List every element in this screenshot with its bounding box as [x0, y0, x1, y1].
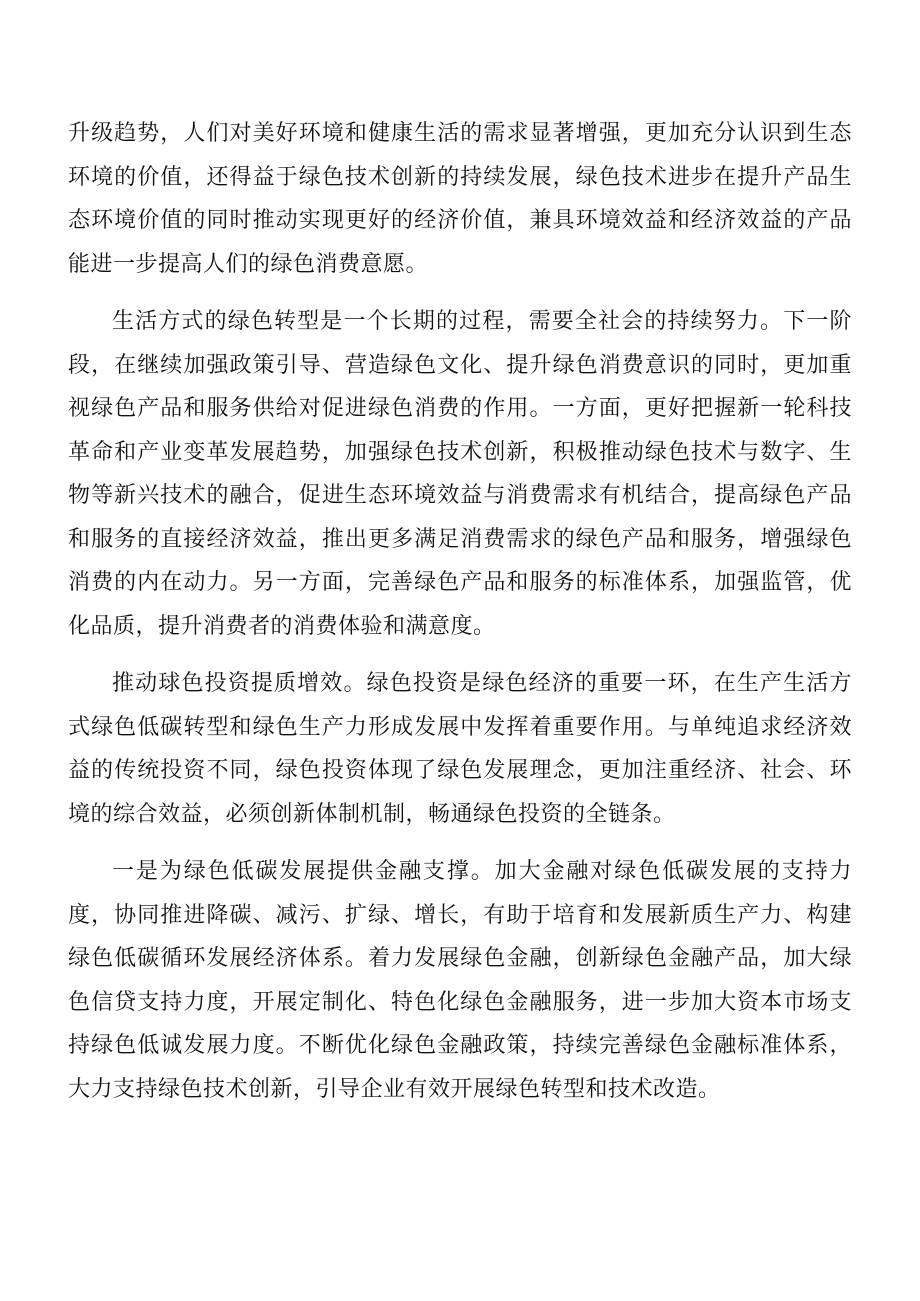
paragraph-1: 升级趋势，人们对美好环境和健康生活的需求显著增强，更加充分认识到生态环境的价值，还得益于绿色技术创新的持续发展，绿色技术进步在提升产品生态环境价值的同时推动实现更好的经济价值，兼具环境效益和经济效益的产品能进一步提高人们的绿色消费意愿。	[68, 121, 852, 277]
document-page	[68, 112, 852, 1125]
paragraph-2: 生活方式的绿色转型是一个长期的过程，需要全社会的持续努力。下一阶段，在继续加强政策引导、营造绿色文化、提升绿色消费意识的同时，更加重视绿色产品和服务供给对促进绿色消费的作用。一方面，更好把握新一轮科技革命和产业变革发展趋势，加强绿色技术创新，积极推动绿色技术与数字、生物等新兴技术的融合，促进生态环境效益与消费需求有机结合，提高绿色产品和服务的直接经济效益，推出更多满足消费需求的绿色产品和服务，增强绿色消费的内在动力。另一方面，完善绿色产品和服务的标准体系，加强监管，优化品质，提升消费者的消费体验和满意度。	[68, 309, 852, 639]
paragraph-3: 推动球色投资提质增效。绿色投资是绿色经济的重要一环，在生产生活方式绿色低碳转型和绿色生产力形成发展中发挥着重要作用。与单纯追求经济效益的传统投资不同，绿色投资体现了绿色发展理念，更加注重经济、社会、环境的综合效益，必须创新体制机制，畅通绿色投资的全链条。	[68, 671, 852, 827]
paragraph-4: 一是为绿色低碳发展提供金融支撑。加大金融对绿色低碳发展的支持力度，协同推进降碳、减污、扩绿、增长，有助于培育和发展新质生产力、构建绿色低碳循环发展经济体系。着力发展绿色金融，创新绿色金融产品，加大绿色信贷支持力度，开展定制化、特色化绿色金融服务，进一步加大资本市场支持绿色低诚发展力度。不断优化绿色金融政策，持续完善绿色金融标准体系，大力支持绿色技术创新，引导企业有效开展绿色转型和技术改造。	[68, 859, 852, 1102]
